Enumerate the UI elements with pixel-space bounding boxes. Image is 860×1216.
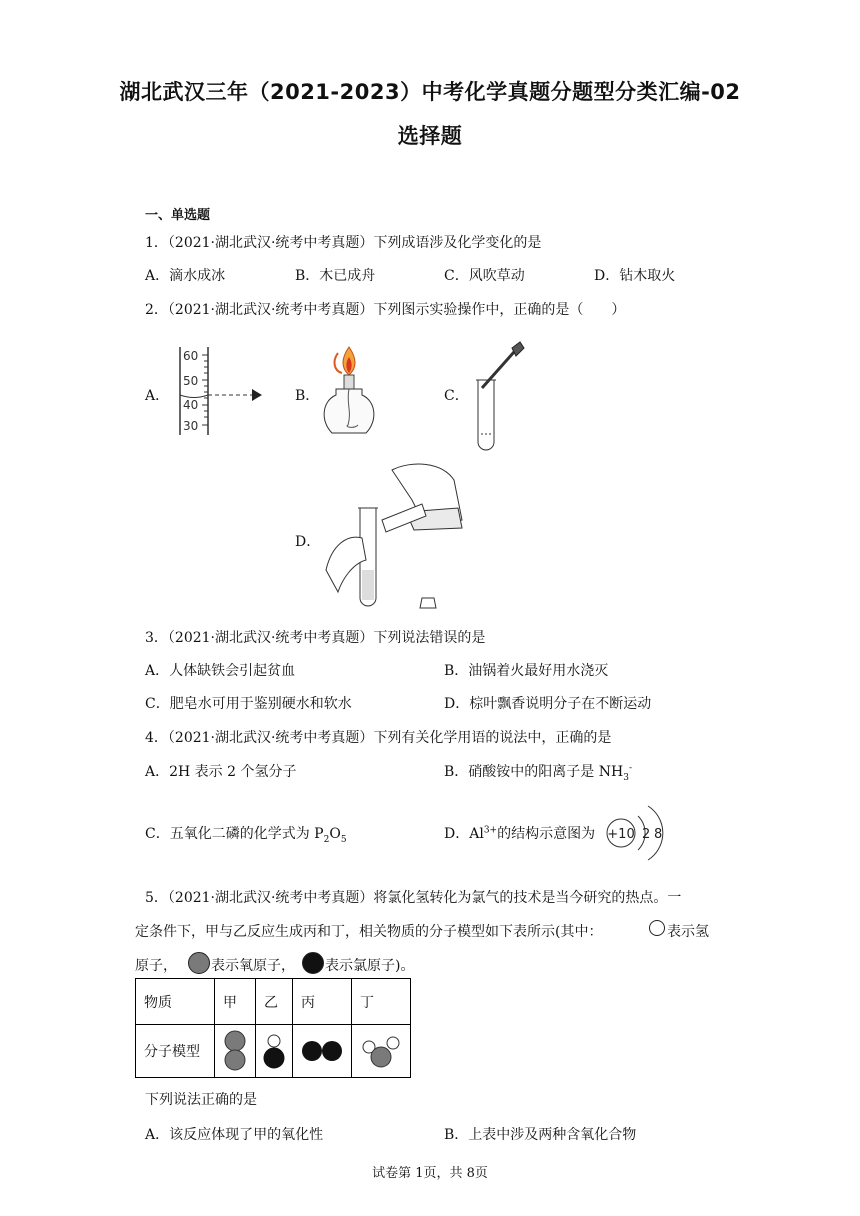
alcohol-lamp-figure (318, 345, 380, 439)
eye-icon (252, 389, 262, 401)
cyl-tick-40: 40 (183, 398, 199, 412)
q5-after-table: 下列说法正确的是 (145, 1092, 257, 1108)
table-row-label: 分子模型 (136, 1025, 215, 1078)
table-header-bing: 丙 (293, 979, 352, 1025)
table-header-substance: 物质 (136, 979, 215, 1025)
graduated-cylinder-figure (170, 345, 270, 437)
cyl-tick-30: 30 (183, 419, 199, 433)
q4-option-a: A．2H 表示 2 个氢分子 (145, 764, 297, 780)
ding-molecule-model (352, 1025, 411, 1078)
dropper-test-tube-figure (472, 338, 532, 456)
shell2-electrons: 8 (654, 827, 663, 842)
q3-option-a: A．人体缺铁会引起贫血 (145, 663, 296, 679)
bing-molecule-model (293, 1025, 352, 1078)
q1-option-a: A．滴水成冰 (145, 268, 226, 284)
q1-option-b: B．木已成舟 (295, 268, 376, 284)
q2-option-d: D． (295, 534, 321, 550)
cyl-tick-50: 50 (183, 374, 199, 388)
q2-stem: 2．（2021·湖北武汉·统考中考真题）下列图示实验操作中，正确的是（ ） (145, 302, 626, 318)
q5-stem-line2-tail: 表示氢 (667, 924, 709, 940)
jia-molecule-model (215, 1025, 256, 1078)
q1-option-c: C．风吹草动 (444, 268, 525, 284)
page-title-line1: 湖北武汉三年（2021-2023）中考化学真题分题型分类汇编-02 (119, 80, 741, 104)
q3-option-c: C．肥皂水可用于鉴别硬水和软水 (145, 696, 352, 712)
shell1-electrons: 2 (642, 827, 651, 842)
oxygen-atom-legend-icon (188, 952, 210, 974)
q5-stem-line3-a: 原子， (135, 958, 177, 974)
q3-option-d: D．棕叶飘香说明分子在不断运动 (444, 696, 652, 712)
cyl-tick-60: 60 (183, 349, 199, 363)
table-header-row (136, 979, 411, 1025)
q5-option-a: A．该反应体现了甲的氧化性 (145, 1127, 324, 1143)
q4-option-c: C．五氧化二磷的化学式为 $P_2O_5$ (145, 826, 347, 845)
molecular-model-table (135, 978, 411, 1078)
q5-stem-line1: 5．（2021·湖北武汉·统考中考真题）将氯化氢转化为氯气的技术是当今研究的热点。一 (145, 890, 682, 906)
q1-option-d: D．钻木取火 (594, 268, 676, 284)
q1-stem: 1．（2021·湖北武汉·统考中考真题）下列成语涉及化学变化的是 (145, 235, 542, 251)
q5-stem-line3-c: 表示氯原子)。 (325, 958, 415, 974)
chlorine-atom-legend-icon (302, 952, 324, 974)
q4-stem: 4．（2021·湖北武汉·统考中考真题）下列有关化学用语的说法中，正确的是 (145, 730, 612, 746)
yi-molecule-model (256, 1025, 293, 1078)
q5-stem-line3-b: 表示氧原子， (211, 958, 295, 974)
hydrogen-atom-legend-icon (649, 920, 665, 936)
q2-option-c: C． (444, 388, 469, 404)
q2-option-b: B． (295, 388, 320, 404)
page-title-line2: 选择题 (397, 124, 463, 148)
q3-stem: 3．（2021·湖北武汉·统考中考真题）下列说法错误的是 (145, 630, 486, 646)
table-header-jia: 甲 (215, 979, 256, 1025)
nucleus-charge: +10 (607, 827, 635, 842)
table-header-yi: 乙 (256, 979, 293, 1025)
q4-option-d: D．$Al^{3+}$的结构示意图为 (444, 825, 596, 842)
pouring-liquid-figure (322, 460, 474, 610)
q2-option-a: A． (145, 388, 170, 404)
q4-option-b: B．硝酸铵中的阳离子是 $NH_3^-$ (444, 763, 632, 783)
section-heading: 一、单选题 (145, 208, 211, 223)
table-model-row (136, 1025, 411, 1078)
aluminum-ion-structure-diagram (604, 796, 668, 870)
q5-option-b: B．上表中涉及两种含氧化合物 (444, 1127, 637, 1143)
table-header-ding: 丁 (352, 979, 411, 1025)
q3-option-b: B．油锅着火最好用水浇灭 (444, 663, 609, 679)
page-footer: 试卷第 1页，共 8页 (372, 1166, 488, 1181)
q5-stem-line2: 定条件下，甲与乙反应生成丙和丁，相关物质的分子模型如下表所示(其中： (135, 924, 603, 940)
